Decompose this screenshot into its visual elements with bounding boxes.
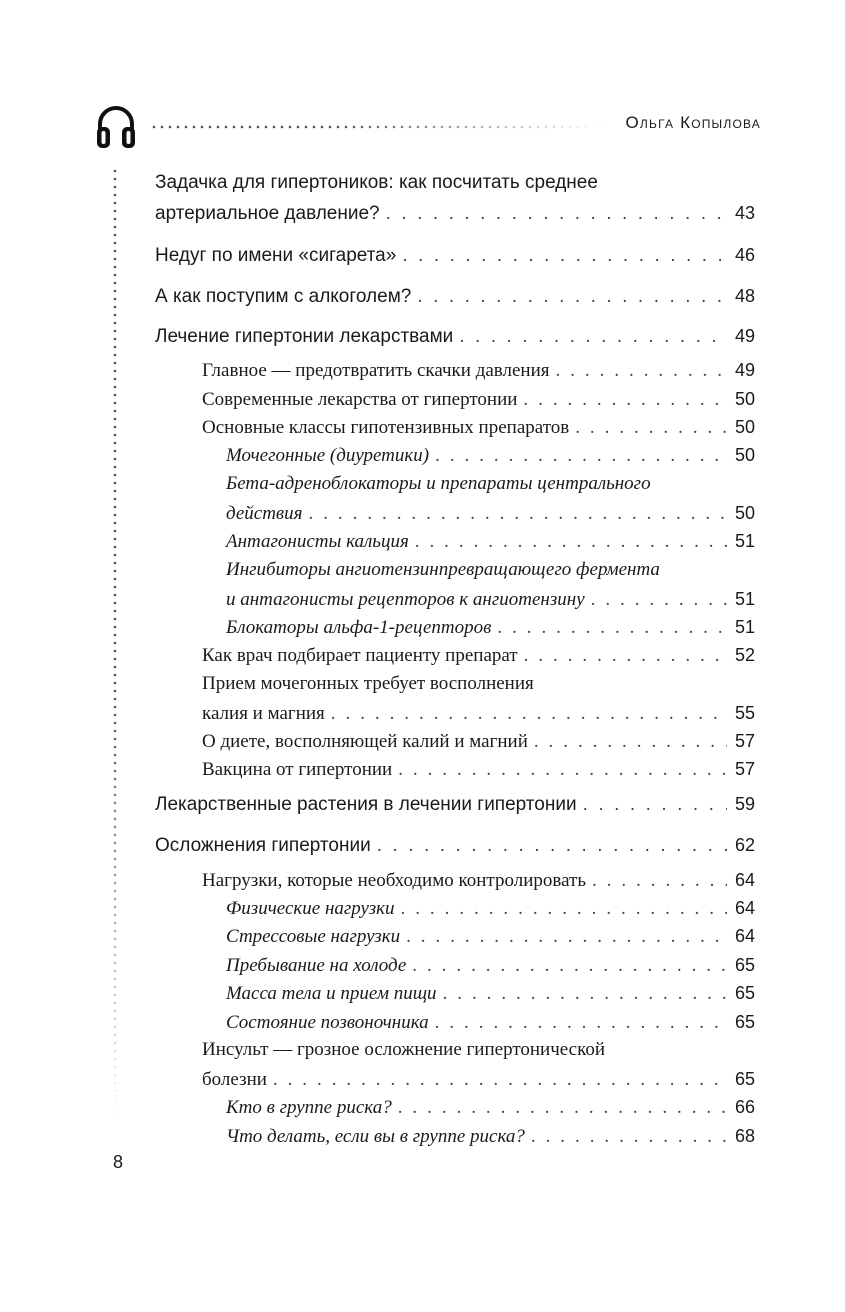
- toc-entry[interactable]: [226, 922, 755, 952]
- toc-page-number: 64: [734, 926, 755, 946]
- toc-entry-title: Как врач подбирает пациенту препарат: [202, 645, 518, 666]
- toc-entry[interactable]: [202, 641, 755, 671]
- toc-page-number: 52: [734, 645, 755, 665]
- dot-leader: [331, 700, 727, 729]
- toc-entry-title: Главное — предотвратить скачки давления: [202, 360, 550, 381]
- toc-page-number: 68: [734, 1126, 755, 1146]
- toc-entry[interactable]: [155, 321, 755, 352]
- toc-page-number: 66: [734, 1097, 755, 1117]
- toc-entry[interactable]: [226, 556, 755, 614]
- toc-entry-title: А как поступим с алкоголем?: [155, 286, 412, 307]
- toc-page-number: 65: [734, 1068, 755, 1089]
- toc-entry[interactable]: [155, 789, 755, 820]
- toc-entry[interactable]: [226, 527, 755, 557]
- toc-page-number: 51: [734, 617, 755, 637]
- toc-entry-title: артериальное давление?: [155, 203, 380, 224]
- toc-entry-title: Масса тела и прием пищи: [226, 983, 437, 1004]
- toc-entry[interactable]: [202, 866, 755, 896]
- toc-entry[interactable]: [226, 441, 755, 471]
- toc-entry[interactable]: [155, 168, 755, 229]
- toc-page-number: 65: [734, 1012, 755, 1032]
- toc-entry[interactable]: [155, 281, 755, 312]
- toc-entry[interactable]: [226, 470, 755, 528]
- dot-leader: [273, 1066, 727, 1095]
- toc-page-number: 59: [734, 794, 755, 814]
- dot-leader: [309, 500, 727, 529]
- dot-leader: [401, 895, 727, 924]
- toc-entry-title: Что делать, если вы в группе риска?: [226, 1126, 525, 1147]
- dot-leader: [417, 282, 727, 312]
- toc-page-number: 50: [734, 417, 755, 437]
- dot-leader: [575, 414, 727, 443]
- toc-entry-title: О диете, восполняющей калий и магний: [202, 731, 528, 752]
- page-number: 8: [113, 1152, 124, 1172]
- dot-leader: [591, 586, 727, 615]
- toc-entry-title: калия и магния: [202, 702, 325, 724]
- dot-leader: [531, 1123, 727, 1152]
- toc-entry[interactable]: [226, 979, 755, 1009]
- dot-leader: [524, 642, 727, 671]
- toc-page-number: 55: [734, 702, 755, 723]
- toc-entry[interactable]: [226, 894, 755, 924]
- dot-leader: [377, 831, 727, 861]
- toc-entry-title: Пребывание на холоде: [226, 955, 407, 976]
- toc-entry-title: Блокаторы альфа-1-рецепторов: [226, 617, 492, 638]
- toc-entry-title: Недуг по имени «сигарета»: [155, 245, 397, 266]
- toc-page-number: 64: [734, 870, 755, 890]
- dot-leader: [412, 952, 727, 981]
- toc-entry-title: Современные лекарства от гипертонии: [202, 389, 518, 410]
- toc-page-number: 50: [734, 445, 755, 465]
- dot-leader: [402, 241, 727, 271]
- toc-entry[interactable]: [202, 1036, 755, 1094]
- dot-leader: [443, 980, 727, 1009]
- dot-leader: [435, 442, 727, 471]
- toc-entry[interactable]: [155, 830, 755, 861]
- toc-page-number: 49: [734, 360, 755, 380]
- toc-page-number: 57: [734, 759, 755, 779]
- toc-page-number: 48: [734, 286, 755, 306]
- toc-entry-title: Лечение гипертонии лекарствами: [155, 326, 454, 347]
- toc-page-number: 51: [734, 531, 755, 551]
- toc-entry[interactable]: [226, 613, 755, 643]
- dot-leader: [459, 322, 727, 352]
- toc-entry[interactable]: [202, 755, 755, 785]
- toc-entry[interactable]: [202, 385, 755, 415]
- toc-entry[interactable]: [226, 1122, 755, 1152]
- toc-entry-title-line: Бета-адреноблокаторы и препараты центрального: [226, 473, 651, 494]
- toc-entry-title: Антагонисты кальция: [226, 531, 409, 552]
- toc-entry-title: Стрессовые нагрузки: [226, 926, 401, 947]
- toc-entry-title: Мочегонные (диуретики): [226, 445, 430, 466]
- dot-leader: [534, 728, 727, 757]
- dot-leader: [406, 923, 727, 952]
- dot-leader: [556, 357, 727, 386]
- toc-entry-title: Состояние позвоночника: [226, 1012, 429, 1033]
- toc-page-number: 50: [734, 389, 755, 409]
- author-name: Ольга Копылова: [625, 113, 761, 132]
- toc-entry-title: Вакцина от гипертонии: [202, 759, 393, 780]
- toc-entry-title: Лекарственные растения в лечении гипертонии: [155, 794, 577, 815]
- toc-entry-title: болезни: [202, 1068, 267, 1090]
- dot-leader: [386, 199, 727, 229]
- toc-entry[interactable]: [202, 670, 755, 728]
- toc-entry-title: Основные классы гипотензивных препаратов: [202, 417, 570, 438]
- toc-entry[interactable]: [226, 951, 755, 981]
- dot-leader: [592, 867, 727, 896]
- toc-page-number: 64: [734, 898, 755, 918]
- toc-entry[interactable]: [226, 1008, 755, 1038]
- toc-entry[interactable]: [202, 356, 755, 386]
- toc-entry-title: Осложнения гипертонии: [155, 835, 371, 856]
- toc-entry-title-line: Ингибиторы ангиотензинпревращающего фермента: [226, 559, 660, 580]
- toc-page-number: 46: [734, 245, 755, 265]
- toc-entry[interactable]: [155, 240, 755, 271]
- toc-page-number: 50: [734, 502, 755, 523]
- toc-page-number: 51: [734, 588, 755, 609]
- toc-entry-title-line: Инсульт — грозное осложнение гипертонической: [202, 1039, 606, 1060]
- toc-entry-title: и антагонисты рецепторов к ангиотензину: [226, 588, 585, 610]
- dot-leader: [398, 1094, 727, 1123]
- toc-page-number: 65: [734, 955, 755, 975]
- dot-leader: [583, 790, 727, 820]
- toc-entry[interactable]: [202, 727, 755, 757]
- dot-leader: [398, 756, 727, 785]
- toc-entry-title: действия: [226, 502, 303, 524]
- toc-page-number: 43: [734, 203, 755, 223]
- toc-entry-title: Нагрузки, которые необходимо контролировать: [202, 870, 586, 891]
- toc-entry[interactable]: [226, 1093, 755, 1123]
- dot-leader: [523, 386, 727, 415]
- toc-entry-title: Кто в группе риска?: [226, 1097, 392, 1118]
- toc-page-number: 49: [734, 326, 755, 346]
- dot-leader: [435, 1009, 727, 1038]
- toc-page-number: 57: [734, 731, 755, 751]
- dot-leader: [497, 614, 727, 643]
- toc-page-number: 65: [734, 983, 755, 1003]
- toc-entry[interactable]: [202, 413, 755, 443]
- toc-entry-title-line: Прием мочегонных требует восполнения: [202, 673, 534, 694]
- toc-entry-title-line: Задачка для гипертоников: как посчитать среднее: [155, 172, 598, 193]
- dot-leader: [415, 528, 727, 557]
- toc-page-number: 62: [734, 835, 755, 855]
- toc-entry-title: Физические нагрузки: [226, 898, 395, 919]
